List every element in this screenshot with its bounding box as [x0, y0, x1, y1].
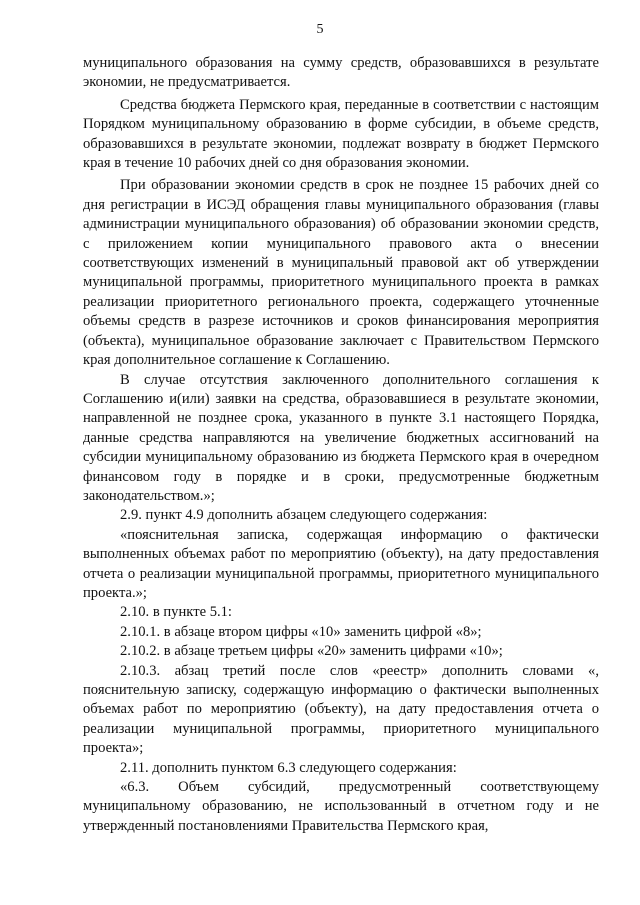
paragraph-11: 2.11. дополнить пунктом 6.3 следующего содержания:	[120, 759, 457, 776]
document-body	[83, 54, 599, 836]
paragraph-1: муниципального образования на сумму средств, образовавшихся в результате экономии, не предусматривается.	[83, 55, 599, 91]
paragraph-12: «6.3. Объем субсидий, предусмотренный соответствующему муниципальному образованию, не использованный в отчетном году и не утвержденный постановлениями Правительства Пермского края,	[83, 779, 599, 834]
paragraph-8: 2.10.1. в абзаце втором цифры «10» заменить цифрой «8»;	[120, 623, 482, 640]
paragraph-6: «пояснительная записка, содержащая информацию о фактически выполненных объемах работ по мероприятию (объекту), на дату предоставления отчета о реализации муниципальной программы, приоритетного муниципального проекта.»;	[83, 526, 599, 601]
paragraph-9: 2.10.2. в абзаце третьем цифры «20» заменить цифрами «10»;	[120, 643, 503, 660]
paragraph-4: В случае отсутствия заключенного дополнительного соглашения к Соглашению и(или) заявки на средства, образовавшиеся в результате экономии, направленной не позднее срока, указанного в пункте 3.1 настоящего Порядка, данные средства направляются на увеличение бюджетных ассигнований на субсидии муниципальному образованию из бюджета Пермского края в очередном финансовом году в порядке и в сроки, предусмотренные бюджетным законодательством.»;	[83, 371, 599, 504]
page-number: 5	[316, 22, 324, 37]
paragraph-5: 2.9. пункт 4.9 дополнить абзацем следующего содержания:	[120, 507, 488, 524]
paragraph-10: 2.10.3. абзац третий после слов «реестр» дополнить словами «, пояснительную записку, содержащую информацию о фактически выполненных объемах работ по мероприятию (объекту), на дату предоставления отчета о реализации муниципальной программы, приоритетного муниципального проекта»;	[83, 662, 599, 757]
paragraph-7: 2.10. в пункте 5.1:	[120, 604, 232, 621]
paragraph-3: При образовании экономии средств в срок не позднее 15 рабочих дней со дня регистрации в ИСЭД обращения главы муниципального образования (главы администрации муниципального образования) об образовании экономии средств, с приложением копии муниципального правового акта о внесении соответствующих изменений в муниципальный правовой акт об утверждении муниципальной программы, приоритетного муниципального проекта в рамках реализации приоритетного регионального проекта, содержащего уточненные объемы средств в разрезе источников и сроков финансирования мероприятия (объекта), муниципальное образование заключает с Правительством Пермского края дополнительное соглашение к Соглашению.	[83, 177, 599, 369]
paragraph-2: Средства бюджета Пермского края, переданные в соответствии с настоящим Порядком муниципальному образованию в форме субсидии, в объеме средств, образовавшихся в результате экономии, подлежат возврату в бюджет Пермского края в течение 10 рабочих дней со дня образования экономии.	[83, 96, 599, 172]
